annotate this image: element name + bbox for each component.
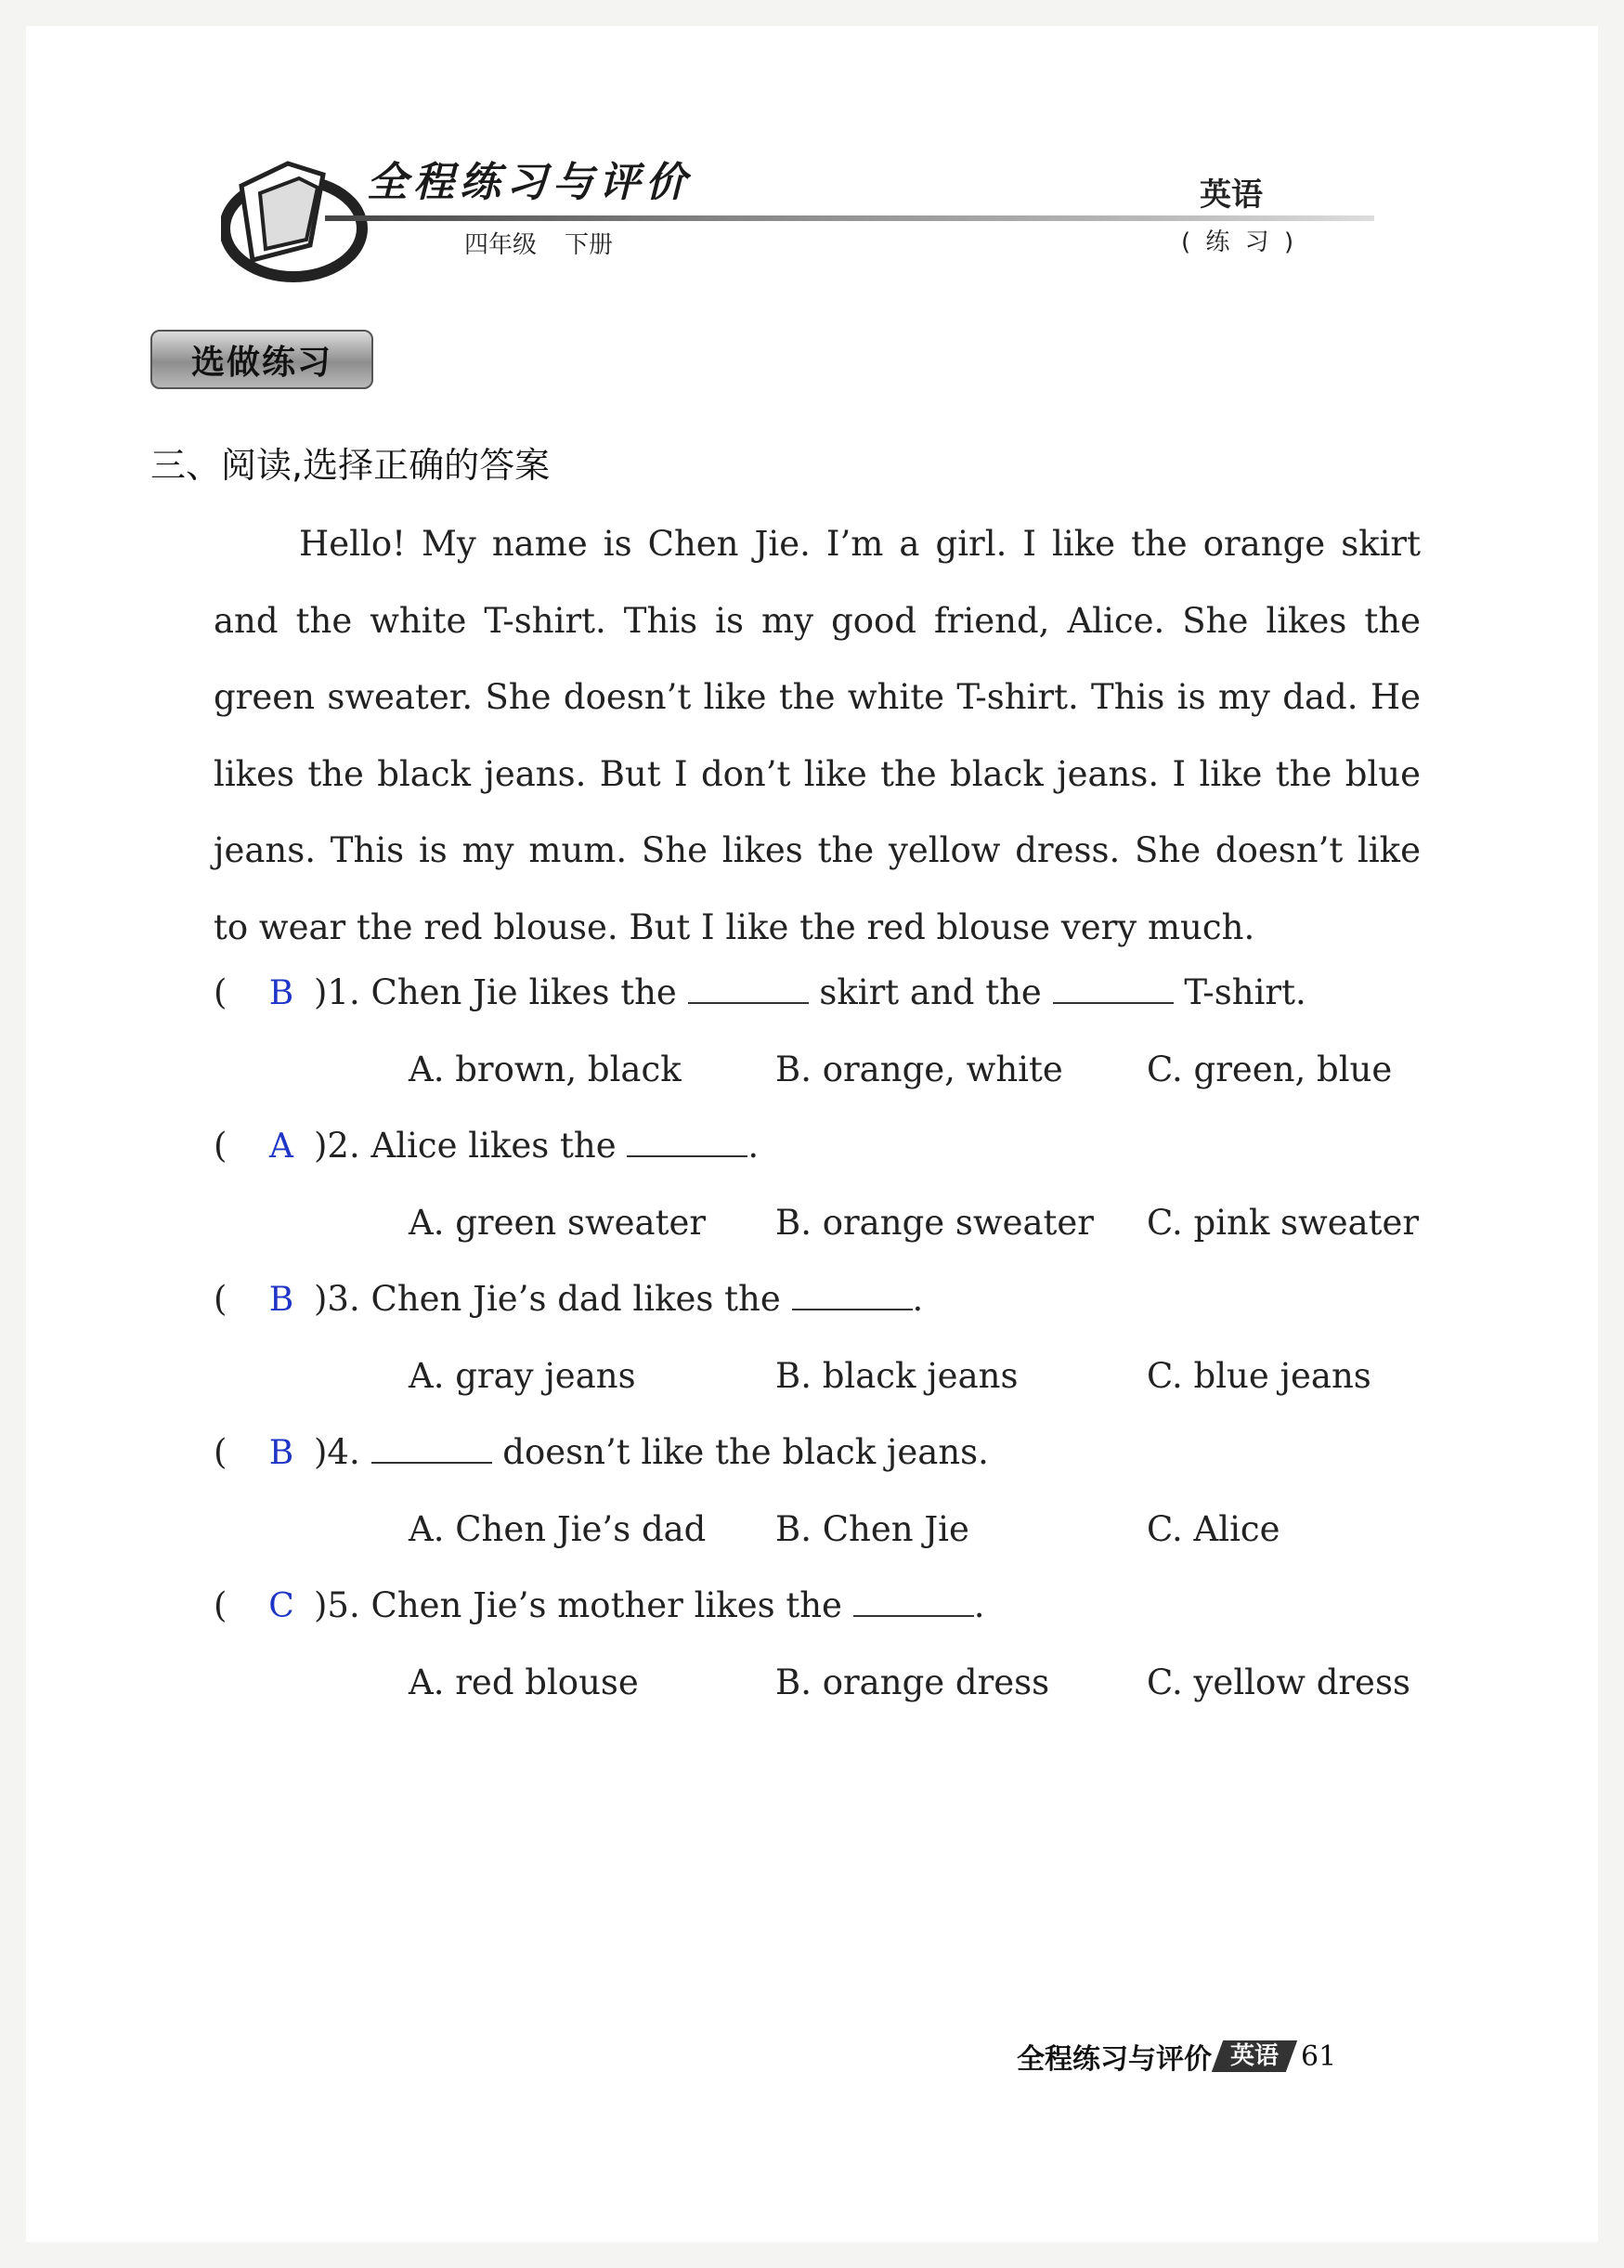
question-3 <box>214 1279 923 1319</box>
question-5 <box>214 1585 984 1625</box>
question-text: T-shirt. <box>1184 972 1306 1012</box>
option-c: C. blue jeans <box>1147 1356 1371 1396</box>
question-number: )2. <box>314 1126 360 1166</box>
answer-2: A <box>269 1127 293 1166</box>
question-number: )1. <box>314 972 360 1012</box>
question-text: . <box>973 1585 985 1625</box>
optional-exercise-badge: 选做练习 <box>150 330 373 389</box>
subject-sub-label: ( 练 习 ) <box>1181 228 1298 256</box>
question-text: . <box>747 1126 760 1166</box>
answer-blank <box>627 1127 747 1157</box>
open-paren: ( <box>214 1279 227 1319</box>
question-number: )5. <box>314 1585 360 1625</box>
option-b: B. black jeans <box>775 1356 1019 1396</box>
footer-subject: 英语 <box>1230 2042 1280 2070</box>
footer-subject-tag <box>1212 2040 1297 2072</box>
question-text: skirt and the <box>819 972 1042 1012</box>
question-text: Chen Jie likes the <box>370 972 677 1012</box>
question-1 <box>214 972 1306 1012</box>
question-number: )4. <box>314 1432 360 1472</box>
answer-blank <box>371 1434 492 1464</box>
option-b: B. Chen Jie <box>775 1509 969 1549</box>
grade-label: 四年级 <box>464 231 538 259</box>
question-text: Chen Jie’s dad likes the <box>370 1279 781 1319</box>
question-text: . <box>912 1279 924 1319</box>
question-text: Chen Jie’s mother likes the <box>370 1585 842 1625</box>
section-title: 三、阅读,选择正确的答案 <box>150 445 551 486</box>
question-4 <box>214 1432 989 1472</box>
page-number: 61 <box>1301 2040 1337 2073</box>
answer-3: B <box>268 1281 294 1319</box>
volume-label: 下册 <box>565 231 614 259</box>
open-paren: ( <box>214 1126 227 1166</box>
option-c: C. yellow dress <box>1147 1662 1410 1702</box>
grade-info <box>464 226 641 260</box>
question-text: doesn’t like the black jeans. <box>502 1432 989 1472</box>
question-text: Alice likes the <box>370 1126 617 1166</box>
option-c: C. green, blue <box>1147 1049 1393 1089</box>
option-b: B. orange sweater <box>775 1203 1094 1243</box>
option-a: A. green sweater <box>409 1203 707 1243</box>
subject-label: 英语 <box>1200 176 1263 214</box>
option-a: A. gray jeans <box>409 1356 636 1396</box>
footer-series: 全程练习与评价 <box>1017 2043 1212 2076</box>
answer-blank <box>853 1587 974 1617</box>
open-paren: ( <box>214 1585 227 1625</box>
book-logo-icon <box>221 156 370 286</box>
question-2 <box>214 1126 759 1166</box>
answer-1: B <box>268 974 294 1012</box>
page-footer <box>1017 2036 1336 2077</box>
option-b: B. orange, white <box>775 1049 1063 1089</box>
option-a: A. brown, black <box>409 1049 682 1089</box>
option-b: B. orange dress <box>775 1662 1050 1702</box>
answer-blank <box>1053 974 1174 1004</box>
header-rule <box>325 215 1374 221</box>
option-c: C. Alice <box>1147 1509 1280 1549</box>
series-title: 全程练习与评价 <box>367 159 692 206</box>
option-a: A. Chen Jie’s dad <box>409 1509 707 1549</box>
option-c: C. pink sweater <box>1147 1203 1420 1243</box>
answer-5: C <box>268 1587 294 1625</box>
question-number: )3. <box>314 1279 360 1319</box>
answer-4: B <box>268 1434 294 1472</box>
answer-blank <box>688 974 809 1004</box>
option-a: A. red blouse <box>409 1662 639 1702</box>
reading-passage: Hello! My name is Chen Jie. I’m a girl. I like the orange skirt and the white T-shirt. This is my good friend, Alice. She likes the green sweater. She doesn’t like the white T-shirt. This is my dad. He likes the black jeans. But I don’t like the black jeans. I like the blue jeans. This is my mum. She likes the yellow dress. She doesn’t like to wear the red blouse. But I like the red blouse very much. <box>214 524 1421 947</box>
open-paren: ( <box>214 972 227 1012</box>
answer-blank <box>792 1281 913 1310</box>
open-paren: ( <box>214 1432 227 1472</box>
